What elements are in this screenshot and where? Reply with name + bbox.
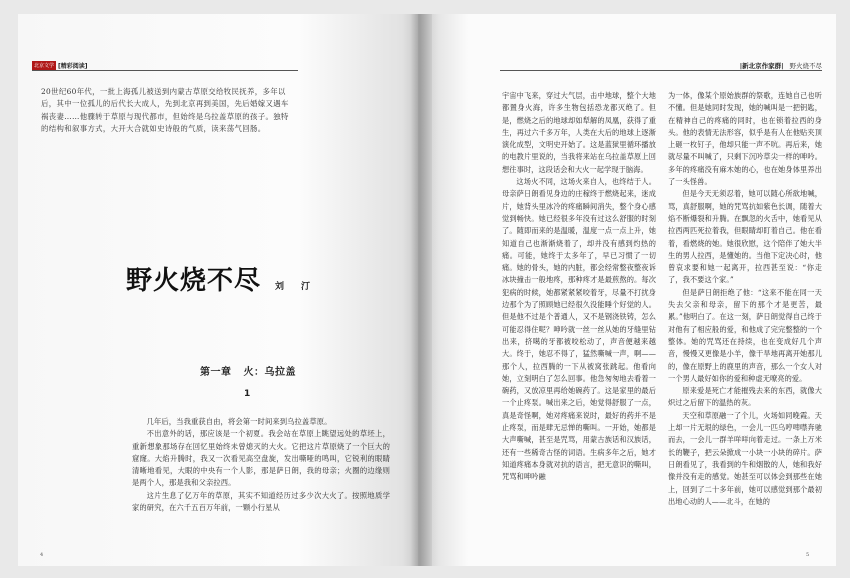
title-block (126, 260, 314, 297)
paragraph: 原来爱是死亡才能摧残去来的东西，就像大炽过之后留下的温热的灰。 (668, 386, 822, 408)
paragraph: 宇宙中飞来，穿过大气层，击中地球，整个大地都置身火海，许多生物包括恐龙都灭绝了。但是，燃烧之后的地球却如犁解的凤凰，获得了重生，再过六千多万年，人类在大后的地球上逐渐演化成型，文明史开始了。这是蓝狱里循环播放的电教片里说的，当我将来站在乌拉盖草原上回想往事时，这段话会和大火一起学现于脑海。 (502, 91, 656, 174)
chapter-number: 第一章 (200, 367, 232, 378)
chapter-heading (188, 363, 296, 378)
paragraph: 天空和草原融一了个儿，火场如同晚霞。天上却一片无垠的绿色，一会儿一匹乌哼啤噤奔驰而去，一会儿一群羊咩咩向着走过。一条上万米长的鞭子，把云朵掀成一小块一小块的碎片。萨日朗看见了，我看到的牛和烟散的人，她和我好像并没有走的感觉。她甚至可以体会到那些在她上，回到了二十多年前，她可以感觉到那个最初出地心动的人——北斗，在她的 (668, 410, 822, 506)
paragraph: 为一体，像某个原始族群的祭歌，连她自己也听不懂。但是她同时发现，她的喊叫是一把钥匙，在精神自己的疼痛的同时，也在锁着拉西的身头。他的表情无法形容，似乎是有人在他贴夹顶上砸一枚钉子，他却只能一声不吭。再后来，她就尽量不叫喊了，只剩下沉吟草尖一样的呻吟。多年的疼痛没有麻木她的心，也在她身体里养出了一头怪兽。 (668, 91, 822, 187)
story-title: 野火烧不尽 (126, 266, 262, 296)
paragraph: 这场火不同，这场火来自人，也终结于人。母亲萨日朗看见身边的庄稼终于燃烧起来，迷成片，她背头里冰冷的疼痛瞬间消失，整个身心感觉到畅快。她已经很多年没有过这么舒服的时刻了。随即而来的是温暖，温度一点一点上升，她知道自己也渐渐烧着了，却并没有感到灼热的痛。可能，她终于太多年了，早已习惯了一切痛。她的骨头，她的内脏，都会经常整夜整夜诉冰块撞击一般地疼，那种疼才是最煎熬的。每次犯病的时候，她都紧紧紧咬着牙，尽量不打扰身边那个为了照顾她已经很久没能睡个好觉的人。但是他不过是个普通人，又不是钢浇铁铸，怎么可能忍得住呢？呻吟就一丝一丝从她的牙缝里钻出来，挤噶的牙都被咬松动了，声音便越来越大。终于，她忍不得了，猛然嘶喊一声，啊——那个人，拉西腾的一下从被窝张跳起。他看向她，立刻明白了怎么回事。他急匆匆地去看着一碗药，又放凉里再给她碗药了。这是家里的最后一个止疼泵。喊出来之后，她觉得舒服了一点，真是奇怪啊，她对疼痛来说时，最好的药并不是止疼泵，而是肆无忌惮的嘶叫。一开始，她都是大声嘶喊，甚至是咒骂，用蒙古族话和汉族话，还有一些稀奇古怪的词语。生病多年之后，她才知道疼痛本身就对抗的语言，把无意识的嘶叫，咒骂和呻吟融 (502, 177, 656, 482)
text-column-1 (502, 90, 656, 484)
book-spread (18, 14, 836, 566)
section-label: [精彩阅读] (58, 63, 88, 70)
paragraph: 但是萨日朗拒绝了他：“这来不能在同一天失去父亲和母亲，留下的那个才是更苦，最累。”他明白了。在这一刻，萨日朗觉得自己终于对他有了相应般的爱，和他成了完完整整的一个整体。她的咒骂还在持续，也在变成好几个声音，慢慢又更像是小羊，像干旱地再离开她那儿的，像在原野上的鹿里的声音，那么一个女人对一个男人最好如你的爱和种虚无嘹亮的爱。 (668, 287, 822, 383)
paragraph: 不出意外的话，那应该是一个初夏。我会站在草原上眺望远处的草坯上，重新想象那场存在回忆里始终未曾熄灭的大火。它把这片草原烧了一个巨大的窟窿。大焰升腾时，我又一次看见高空盘旋，发出嘶哑的鸣叫，它锐利的眼睛清晰地看见，大眼的中央有一个人影，那是萨日朗，我的母亲；火圈的边缘则是两个人，那是我和父亲拉西。 (132, 429, 390, 488)
left-page (18, 14, 418, 566)
page-number-left: 4 (40, 552, 44, 558)
intro-summary: 20世纪60年代，一批上海孤儿被送到内蒙古草原交给牧民抚养，多年以后，其中一位孤儿的后代长大成人，先到北京再到美国，先后婚嫁又遇车祸丧妻……他骤转于草原与现代都市，但始终是乌拉盖草原的孩子。独特的结构和叙事方式，大开大合就如史诗般的气质，读来荡气回肠。 (41, 87, 289, 133)
running-title: 野火烧不尽 (789, 62, 822, 70)
left-body-text (132, 416, 390, 514)
left-page-header (32, 61, 88, 70)
author-name: 刘 汀 (275, 282, 315, 292)
page-number-right: 5 (806, 552, 810, 558)
paragraph: 几年后，当我重获自由，将会第一时间来到乌拉盖草原。 (146, 417, 332, 426)
header-rule (500, 70, 822, 71)
chapter-title: 火：乌拉盖 (243, 367, 296, 378)
right-page (418, 14, 836, 566)
paragraph: 但是今天无须忍着，她可以随心所欲地喊，骂，真舒服啊，她的咒骂抗如紫色长调，随着大焰不断爆裂和升腾。在飘忽的火舌中，她看见从拉西两匹死拉着我，但眼睛却盯着自己。他在看着，看燃烧的她。她很欣慰，这个陪伴了她大半生的男人拉西，是懂她的。当他下定决心时，他曾哀求要和她一起离开，拉西甚至说：“你走了，我不要这个家。” (668, 189, 822, 285)
header-rule (32, 70, 298, 71)
book-spine-shadow (410, 14, 432, 566)
paragraph: 这片生息了亿万年的草原，其实不知道经历过多少次大火了。按照地质学家的研究，在六千五百万年前，一颗小行星从 (132, 490, 390, 513)
right-page-header (740, 61, 822, 70)
series-label: |新北京作家群| (739, 62, 784, 70)
text-column-2 (668, 90, 822, 508)
magazine-badge: 北京文学 (34, 63, 55, 69)
section-number: 1 (244, 389, 251, 399)
